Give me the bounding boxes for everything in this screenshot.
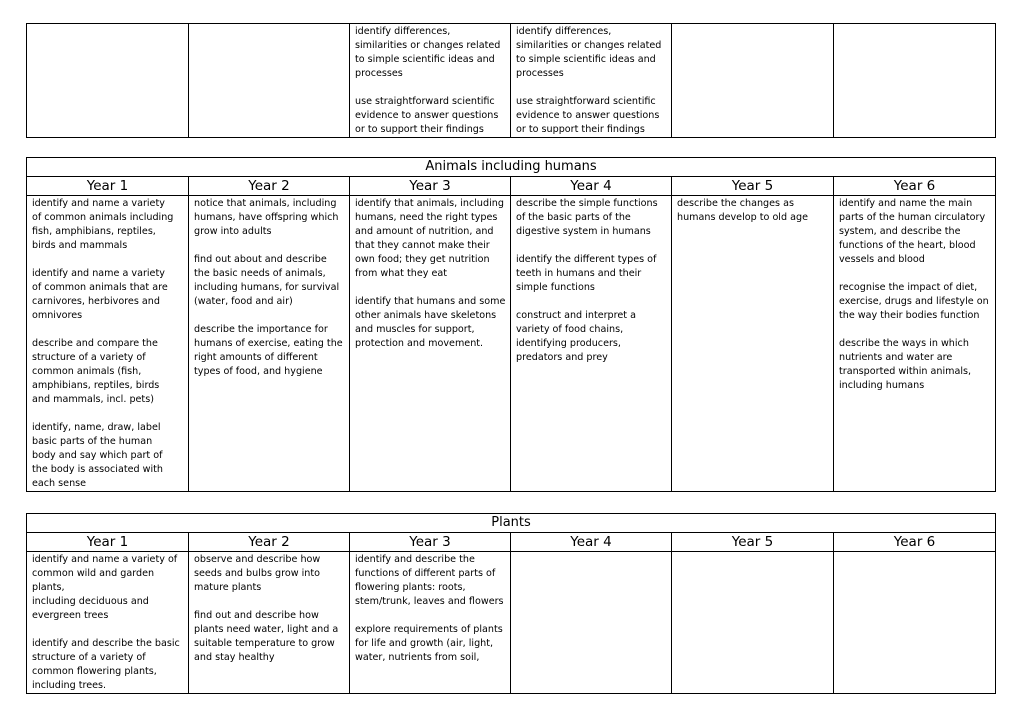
table-cell bbox=[511, 552, 672, 694]
year-header: Year 4 bbox=[511, 533, 672, 552]
table-cell: notice that animals, including humans, have offspring which grow into adults find out about and describe the basic needs of animals, including humans, for survival (water, food and air) describe the importance for humans of exercise, eating the right amounts of different types of food, and hygiene bbox=[189, 196, 350, 492]
year-header: Year 2 bbox=[189, 177, 350, 196]
table-title-row bbox=[27, 514, 996, 533]
table-cell: describe the changes as humans develop to old age bbox=[672, 196, 834, 492]
year-header: Year 6 bbox=[834, 177, 996, 196]
year-header: Year 3 bbox=[350, 177, 511, 196]
table-title-row bbox=[27, 158, 996, 177]
table-cell bbox=[672, 24, 834, 138]
table-cell: observe and describe how seeds and bulbs grow into mature plants find out and describe how plants need water, light and a suitable temperature to grow and stay healthy bbox=[189, 552, 350, 694]
table-cell: identify and name the main parts of the human circulatory system, and describe the functions of the heart, blood vessels and blood recognise the impact of diet, exercise, drugs and lifestyle on the way their bodies function describe the ways in which nutrients and water are transported within animals, including humans bbox=[834, 196, 996, 492]
table-cell: identify that animals, including humans, need the right types and amount of nutrition, and that they cannot make their own food; they get nutrition from what they eat identify that humans and some other animals have skeletons and muscles for support, protection and movement. bbox=[350, 196, 511, 492]
table-cell: identify and name a variety of common wild and garden plants, including deciduous and evergreen trees identify and describe the basic structure of a variety of common flowering plants, including trees. bbox=[27, 552, 189, 694]
year-header: Year 5 bbox=[672, 177, 834, 196]
section-title: Plants bbox=[27, 514, 996, 533]
table-row bbox=[27, 552, 996, 694]
year-header-row bbox=[27, 533, 996, 552]
year-header: Year 6 bbox=[834, 533, 996, 552]
table-row bbox=[27, 24, 996, 138]
table-cell bbox=[189, 24, 350, 138]
table-cell: identify and name a variety of common animals including fish, amphibians, reptiles, birds and mammals identify and name a variety of common animals that are carnivores, herbivores and omnivores describe and compare the structure of a variety of common animals (fish, amphibians, reptiles, birds and mammals, incl. pets) identify, name, draw, label basic parts of the human body and say which part of the body is associated with each sense bbox=[27, 196, 189, 492]
table-cell bbox=[27, 24, 189, 138]
table-cell: describe the simple functions of the basic parts of the digestive system in humans identify the different types of teeth in humans and their simple functions construct and interpret a variety of food chains, identifying producers, predators and prey bbox=[511, 196, 672, 492]
table-cell: identify differences, similarities or changes related to simple scientific ideas and processes use straightforward scientific evidence to answer questions or to support their findings bbox=[511, 24, 672, 138]
previous-section-table bbox=[26, 23, 996, 138]
year-header: Year 1 bbox=[27, 533, 189, 552]
table-cell: identify differences, similarities or changes related to simple scientific ideas and processes use straightforward scientific evidence to answer questions or to support their findings bbox=[350, 24, 511, 138]
table-row bbox=[27, 196, 996, 492]
year-header-row bbox=[27, 177, 996, 196]
table-cell bbox=[672, 552, 834, 694]
table-cell bbox=[834, 24, 996, 138]
table-cell: identify and describe the functions of different parts of flowering plants: roots, stem/trunk, leaves and flowers explore requirements of plants for life and growth (air, light, water, nutrients from soil, bbox=[350, 552, 511, 694]
section-title: Animals including humans bbox=[27, 158, 996, 177]
animals-table bbox=[26, 157, 996, 492]
plants-table bbox=[26, 513, 996, 694]
year-header: Year 1 bbox=[27, 177, 189, 196]
year-header: Year 5 bbox=[672, 533, 834, 552]
year-header: Year 3 bbox=[350, 533, 511, 552]
year-header: Year 4 bbox=[511, 177, 672, 196]
table-cell bbox=[834, 552, 996, 694]
year-header: Year 2 bbox=[189, 533, 350, 552]
